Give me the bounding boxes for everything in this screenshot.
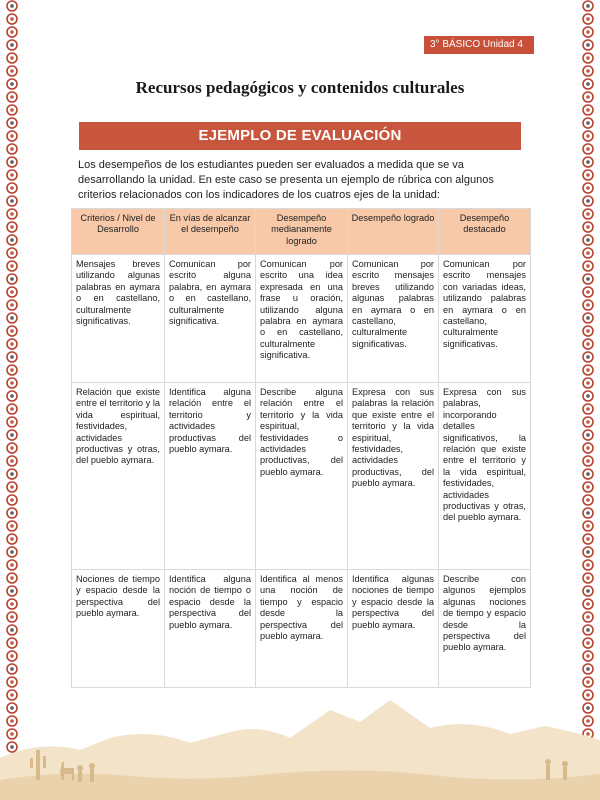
header-level-3: Desempeño logrado (348, 209, 439, 255)
table-row (72, 383, 531, 570)
rubric-header-row (72, 209, 531, 255)
table-row (72, 255, 531, 383)
table-row (72, 570, 531, 688)
header-level-1: En vías de alcanzar el desempeño (165, 209, 256, 255)
table-cell: Identifica al menos una noción de tiempo y espacio desde la perspectiva del pueblo aymara. (256, 570, 348, 688)
header-criteria: Criterios / Nivel de Desarrollo (72, 209, 165, 255)
table-cell: Identifica algunas nociones de tiempo y espacio desde la perspectiva del pueblo aymara. (348, 570, 439, 688)
table-cell: Expresa con sus palabras, incorporando detalles significativos, la relación que existe entre el territorio y la vida espiritual, festividades, actividades productivas y otras, del pueblo aymara. (439, 383, 531, 570)
table-cell: Comunican por escrito una idea expresada en una frase u oración, utilizando alguna palabra en aymara o en castellano, culturalmente significativa. (256, 255, 348, 383)
header-level-2: Desempeño medianamente logrado (256, 209, 348, 255)
rubric-table (71, 208, 531, 688)
table-cell: Nociones de tiempo y espacio desde la perspectiva del pueblo aymara. (72, 570, 165, 688)
table-cell: Relación que existe entre el territorio y la vida espiritual, festividades, actividades productivas y otras, del pueblo aymara. (72, 383, 165, 570)
table-cell: Comunican por escrito mensajes breves utilizando algunas palabras en aymara o en castellano, culturalmente significativas. (348, 255, 439, 383)
table-cell: Identifica alguna noción de tiempo o espacio desde la perspectiva del pueblo aymara. (165, 570, 256, 688)
table-cell: Comunican por escrito mensajes con variadas ideas, utilizando palabras en aymara o en castellano, culturalmente significativas. (439, 255, 531, 383)
andean-border-right-icon (580, 0, 596, 800)
table-cell: Mensajes breves utilizando algunas palabras en aymara o en castellano, culturalmente significativas. (72, 255, 165, 383)
andean-landscape-icon (0, 688, 600, 800)
header-level-4: Desempeño destacado (439, 209, 531, 255)
andean-border-left-icon (4, 0, 20, 800)
table-cell: Expresa con sus palabras la relación que existe entre el territorio y la vida espiritual, festividades, actividades productivas, del pueblo aymara. (348, 383, 439, 570)
table-cell: Comunican por escrito alguna palabra, en aymara o en castellano, culturalmente significativa. (165, 255, 256, 383)
table-cell: Describe con algunos ejemplos algunas nociones de tiempo y espacio desde la perspectiva del pueblo aymara. (439, 570, 531, 688)
section-banner: EJEMPLO DE EVALUACIÓN (79, 122, 521, 150)
intro-paragraph: Los desempeños de los estudiantes pueden ser evaluados a medida que se va desarrollando la unidad. En este caso se presenta un ejemplo de rúbrica con algunos criterios relacionados con los indicadores de los cuatros ejes de la unidad: (78, 159, 494, 201)
page-title: Recursos pedagógicos y contenidos culturales (135, 78, 465, 97)
unit-badge: 3° BÁSICO Unidad 4 (424, 36, 534, 54)
table-cell: Describe alguna relación entre el territorio y la vida espiritual, festividades o actividades productivas, del pueblo aymara. (256, 383, 348, 570)
table-cell: Identifica alguna relación entre el territorio y actividades productivas del pueblo aymara. (165, 383, 256, 570)
